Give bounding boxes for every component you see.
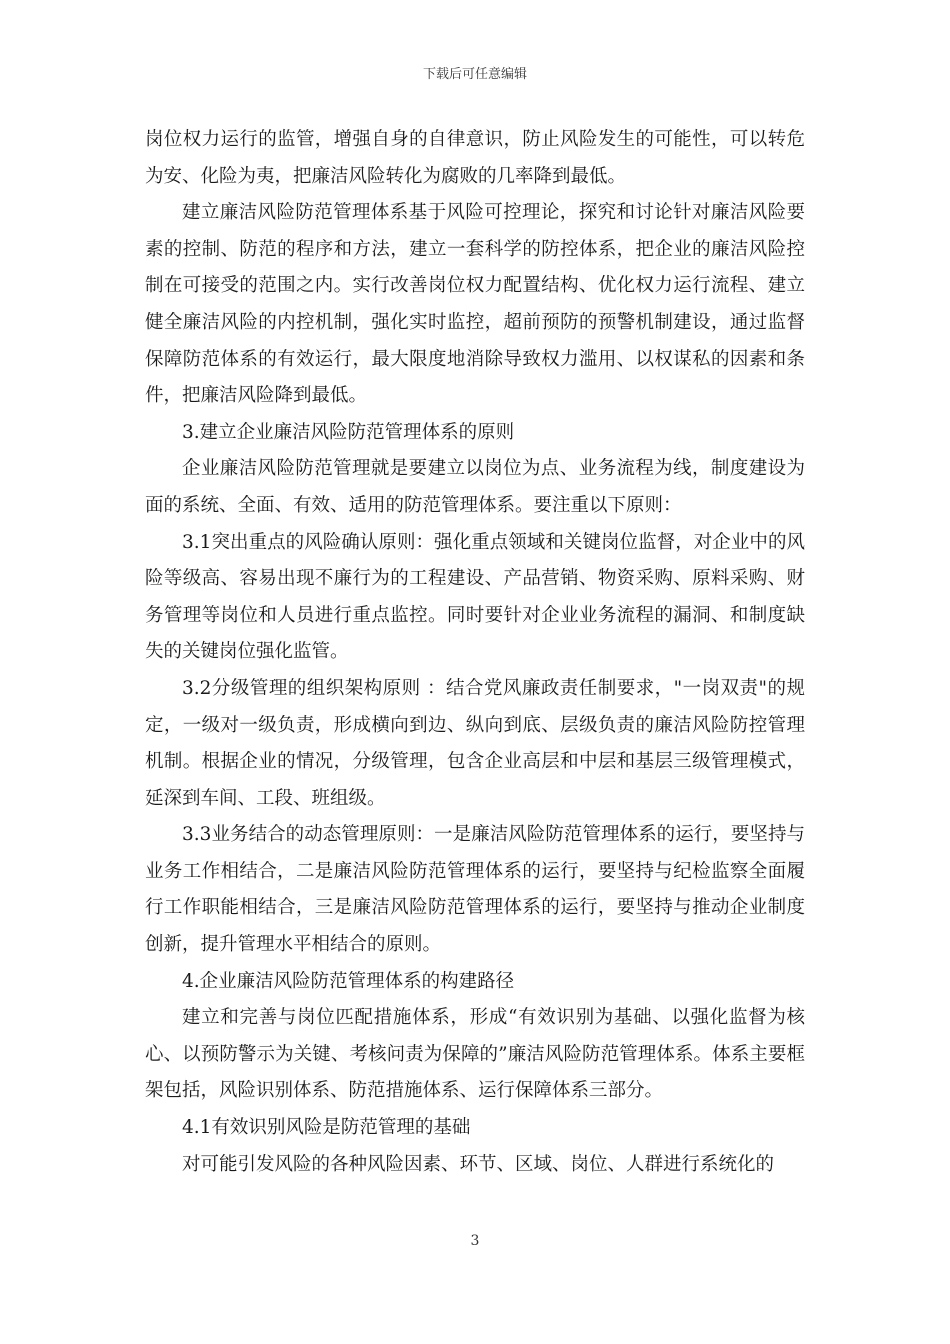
section-heading-4: 4.企业廉洁风险防范管理体系的构建路径 [182,970,515,992]
section-heading-3: 3.建立企业廉洁风险防范管理体系的原则 [182,421,515,443]
paragraph-risk-identification: 对可能引发风险的各种风险因素、环节、区域、岗位、人群进行系统化的 [182,1153,775,1175]
paragraph-principle-3-3: 3.3业务结合的动态管理原则：一是廉洁风险防范管理体系的运行，要坚持与业务工作相结合，二是廉洁风险防范管理体系的运行，要坚持与纪检监察全面履行工作职能相结合，三是廉洁风险防范管理体系的运行，要坚持与推动企业制度创新，提升管理水平相结合的原则。 [145,824,805,956]
page-header: 下载后可任意编辑 [422,67,527,82]
paragraph-path-intro: 建立和完善与岗位匹配措施体系，形成“有效识别为基础、以强化监督为核心、以预防警示为关键、考核问责为保障的”廉洁风险防范管理体系。体系主要框架包括，风险识别体系、防范措施体系、运行保障体系三部分。 [145,1007,805,1102]
document-body [145,122,805,1183]
section-heading-4-1: 4.1有效识别风险是防范管理的基础 [182,1117,471,1139]
paragraph-principle-3-2: 3.2分级管理的组织架构原则 ：结合党风廉政责任制要求，"一岗双责"的规定，一级对一级负责，形成横向到边、纵向到底、层级负责的廉洁风险防控管理机制。根据企业的情况，分级管理，包含企业高层和中层和基层三级管理模式，延深到车间、工段、班组级。 [145,677,805,809]
paragraph-principle-3-1: 3.1突出重点的风险确认原则：强化重点领域和关键岗位监督，对企业中的风险等级高、容易出现不廉行为的工程建设、产品营销、物资采购、原料采购、财务管理等岗位和人员进行重点监控。同时要针对企业业务流程的漏洞、和制度缺失的关键岗位强化监管。 [145,531,805,663]
paragraph-principles-intro: 企业廉洁风险防范管理就是要建立以岗位为点、业务流程为线，制度建设为面的系统、全面、有效、适用的防范管理体系。要注重以下原则： [145,458,805,516]
page-number: 3 [470,1233,480,1249]
paragraph-framework-intro: 建立廉洁风险防范管理体系基于风险可控理论，探究和讨论针对廉洁风险要素的控制、防范的程序和方法，建立一套科学的防控体系，把企业的廉洁风险控制在可接受的范围之内。实行改善岗位权力配置结构、优化权力运行流程、建立健全廉洁风险的内控机制，强化实时监控，超前预防的预警机制建设，通过监督保障防范体系的有效运行，最大限度地消除导致权力滥用、以权谋私的因素和条件，把廉洁风险降到最低。 [145,202,805,407]
paragraph-continuation: 岗位权力运行的监管，增强自身的自律意识，防止风险发生的可能性，可以转危为安、化险为夷，把廉洁风险转化为腐败的几率降到最低。 [145,129,805,187]
